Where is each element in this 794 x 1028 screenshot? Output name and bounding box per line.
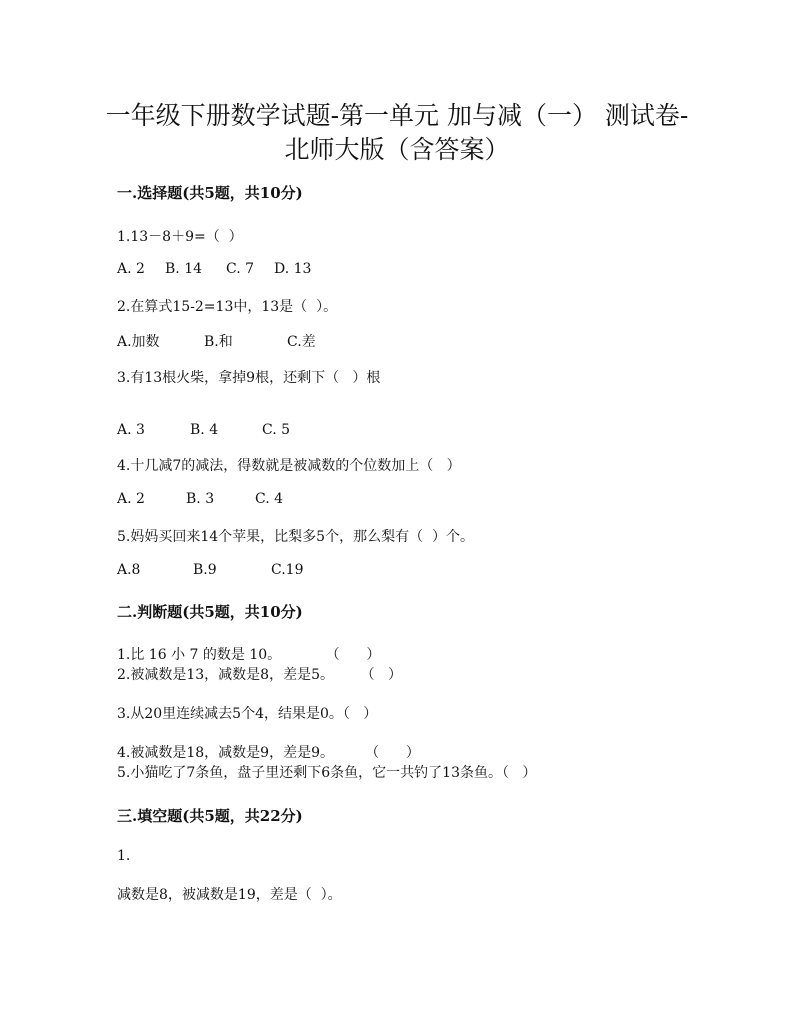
- title-line-2: 北师大版（含答案）: [284, 135, 510, 164]
- option-c: C. 5: [262, 422, 291, 438]
- judge-item-2: 2.被减数是13，减数是8，差是5。 （ ）: [117, 667, 403, 683]
- question-4: 4.十几减7的减法，得数就是被减数的个位数加上（ ）: [117, 458, 461, 474]
- judge-item-4: 4.被减数是18，减数是9，差是9。 （ ）: [117, 745, 420, 761]
- option-b: B.9: [193, 562, 217, 578]
- option-c: C. 4: [255, 491, 284, 507]
- question-5: 5.妈妈买回来14个苹果，比梨多5个，那么梨有（ ）个。: [117, 529, 474, 545]
- question-3: 3.有13根火柴，拿掉9根，还剩下（ ）根: [117, 370, 381, 386]
- question-2: 2.在算式15-2=13中，13是（ ）。: [117, 299, 338, 315]
- section-heading-choice: 一.选择题(共5题，共10分): [117, 184, 303, 202]
- option-b: B. 4: [190, 422, 219, 438]
- option-c: C. 7: [226, 261, 255, 277]
- option-a: A.8: [117, 562, 141, 578]
- fill-question-1: 减数是8，被减数是19，差是（ ）。: [117, 887, 342, 903]
- option-d: D. 13: [274, 261, 312, 277]
- option-a: A. 2: [117, 491, 145, 507]
- option-b: B. 3: [186, 491, 215, 507]
- question-1: 1.13－8＋9=（ ）: [117, 229, 243, 245]
- option-c: C.差: [287, 334, 316, 350]
- option-a: A. 2: [117, 261, 145, 277]
- option-b: B.和: [204, 334, 233, 350]
- option-a: A. 3: [117, 422, 145, 438]
- section-heading-fill-blank: 三.填空题(共5题，共22分): [117, 807, 303, 825]
- option-b: B. 14: [165, 261, 203, 277]
- judge-item-5: 5.小猫吃了7条鱼，盘子里还剩下6条鱼，它一共钓了13条鱼。（ ）: [117, 765, 537, 781]
- judge-item-1: 1.比 16 小 7 的数是 10。 （ ）: [117, 647, 381, 663]
- option-a: A.加数: [117, 334, 160, 350]
- section-heading-true-false: 二.判断题(共5题，共10分): [117, 603, 303, 621]
- judge-item-3: 3.从20里连续减去5个4，结果是0。（ ）: [117, 706, 378, 722]
- option-c: C.19: [271, 562, 304, 578]
- title-line-1: 一年级下册数学试题-第一单元 加与减（一） 测试卷-: [105, 101, 689, 130]
- fill-question-1-number: 1.: [117, 848, 131, 864]
